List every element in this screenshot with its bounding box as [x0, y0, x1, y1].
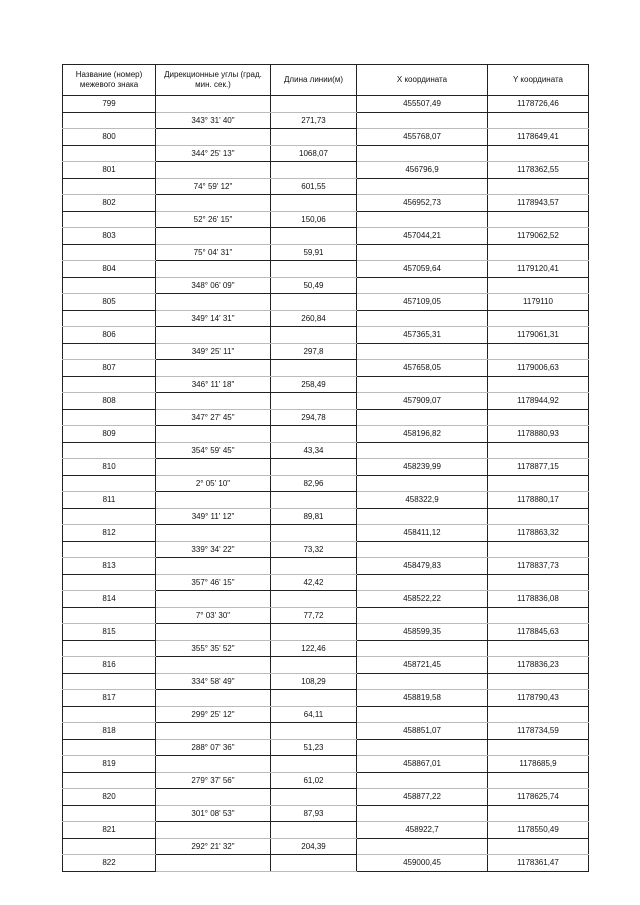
empty-cell [271, 294, 357, 311]
direction-angle-cell: 349° 25' 11" [156, 343, 271, 360]
empty-cell [271, 228, 357, 245]
table-row-segment [63, 739, 589, 756]
direction-angle-cell: 301° 08' 53" [156, 805, 271, 822]
table-row-point [63, 591, 589, 608]
empty-cell [156, 525, 271, 542]
x-coordinate-cell: 455768,07 [357, 129, 488, 146]
empty-cell [357, 310, 488, 327]
point-name-cell: 812 [63, 525, 156, 542]
line-length-cell: 122,46 [271, 640, 357, 657]
empty-cell [271, 195, 357, 212]
empty-cell [63, 772, 156, 789]
table-row-segment [63, 838, 589, 855]
y-coordinate-cell: 1179061,31 [488, 327, 589, 344]
empty-cell [156, 393, 271, 410]
x-coordinate-cell: 456796,9 [357, 162, 488, 179]
point-name-cell: 808 [63, 393, 156, 410]
y-coordinate-cell: 1178649,41 [488, 129, 589, 146]
table-row-point [63, 459, 589, 476]
empty-cell [488, 541, 589, 558]
x-coordinate-cell: 458322,9 [357, 492, 488, 509]
table-row-point [63, 426, 589, 443]
empty-cell [488, 640, 589, 657]
direction-angle-cell: 2° 05' 10" [156, 475, 271, 492]
table-row-segment [63, 244, 589, 261]
direction-angle-cell: 354° 59' 45" [156, 442, 271, 459]
empty-cell [357, 475, 488, 492]
table-row-segment [63, 574, 589, 591]
empty-cell [156, 294, 271, 311]
empty-cell [488, 310, 589, 327]
empty-cell [488, 211, 589, 228]
point-name-cell: 810 [63, 459, 156, 476]
empty-cell [488, 838, 589, 855]
empty-cell [156, 426, 271, 443]
point-name-cell: 816 [63, 657, 156, 674]
empty-cell [271, 360, 357, 377]
y-coordinate-cell: 1179120,41 [488, 261, 589, 278]
point-name-cell: 813 [63, 558, 156, 575]
table-row-segment [63, 112, 589, 129]
y-coordinate-cell: 1178880,17 [488, 492, 589, 509]
table-row-segment [63, 343, 589, 360]
empty-cell [63, 706, 156, 723]
empty-cell [271, 426, 357, 443]
empty-cell [63, 475, 156, 492]
line-length-cell: 64,11 [271, 706, 357, 723]
empty-cell [488, 673, 589, 690]
coordinates-sheet [62, 64, 588, 868]
table-row-segment [63, 178, 589, 195]
table-row-segment [63, 607, 589, 624]
empty-cell [156, 360, 271, 377]
table-row-point [63, 261, 589, 278]
x-coordinate-cell: 457365,31 [357, 327, 488, 344]
x-coordinate-cell: 459000,45 [357, 855, 488, 872]
empty-cell [488, 607, 589, 624]
empty-cell [156, 195, 271, 212]
x-coordinate-cell: 457059,64 [357, 261, 488, 278]
table-row-point [63, 855, 589, 872]
direction-angle-cell: 349° 11' 12" [156, 508, 271, 525]
empty-cell [63, 673, 156, 690]
table-row-segment [63, 145, 589, 162]
empty-cell [488, 574, 589, 591]
empty-cell [271, 129, 357, 146]
empty-cell [271, 96, 357, 113]
empty-cell [63, 442, 156, 459]
direction-angle-cell: 357° 46' 15" [156, 574, 271, 591]
line-length-cell: 297,8 [271, 343, 357, 360]
y-coordinate-cell: 1178836,08 [488, 591, 589, 608]
point-name-cell: 806 [63, 327, 156, 344]
empty-cell [488, 706, 589, 723]
y-coordinate-cell: 1179110 [488, 294, 589, 311]
empty-cell [63, 145, 156, 162]
point-name-cell: 814 [63, 591, 156, 608]
line-length-cell: 61,02 [271, 772, 357, 789]
table-row-segment [63, 211, 589, 228]
line-length-cell: 108,29 [271, 673, 357, 690]
y-coordinate-cell: 1178685,9 [488, 756, 589, 773]
empty-cell [271, 525, 357, 542]
empty-cell [156, 855, 271, 872]
header-length: Длина линии(м) [271, 65, 357, 96]
empty-cell [357, 277, 488, 294]
table-row-point [63, 360, 589, 377]
direction-angle-cell: 346° 11' 18" [156, 376, 271, 393]
y-coordinate-cell: 1178877,15 [488, 459, 589, 476]
empty-cell [271, 789, 357, 806]
table-row-segment [63, 673, 589, 690]
table-row-point [63, 327, 589, 344]
point-name-cell: 818 [63, 723, 156, 740]
empty-cell [357, 376, 488, 393]
empty-cell [156, 228, 271, 245]
empty-cell [357, 409, 488, 426]
empty-cell [63, 574, 156, 591]
empty-cell [271, 822, 357, 839]
empty-cell [63, 343, 156, 360]
empty-cell [63, 805, 156, 822]
point-name-cell: 817 [63, 690, 156, 707]
line-length-cell: 89,81 [271, 508, 357, 525]
x-coordinate-cell: 458411,12 [357, 525, 488, 542]
x-coordinate-cell: 458819,58 [357, 690, 488, 707]
empty-cell [357, 673, 488, 690]
empty-cell [357, 343, 488, 360]
y-coordinate-cell: 1178625,74 [488, 789, 589, 806]
table-row-segment [63, 475, 589, 492]
table-row-point [63, 657, 589, 674]
y-coordinate-cell: 1178726,46 [488, 96, 589, 113]
y-coordinate-cell: 1179062,52 [488, 228, 589, 245]
header-x: X координата [357, 65, 488, 96]
empty-cell [156, 162, 271, 179]
x-coordinate-cell: 455507,49 [357, 96, 488, 113]
empty-cell [357, 838, 488, 855]
table-row-point [63, 195, 589, 212]
empty-cell [63, 178, 156, 195]
table-row-point [63, 393, 589, 410]
empty-cell [488, 244, 589, 261]
header-y: Y координата [488, 65, 589, 96]
table-row-point [63, 129, 589, 146]
point-name-cell: 803 [63, 228, 156, 245]
empty-cell [63, 541, 156, 558]
table-header [63, 65, 589, 96]
empty-cell [271, 657, 357, 674]
x-coordinate-cell: 458877,22 [357, 789, 488, 806]
empty-cell [357, 772, 488, 789]
empty-cell [156, 789, 271, 806]
y-coordinate-cell: 1178943,57 [488, 195, 589, 212]
empty-cell [357, 244, 488, 261]
point-name-cell: 799 [63, 96, 156, 113]
point-name-cell: 804 [63, 261, 156, 278]
empty-cell [357, 145, 488, 162]
x-coordinate-cell: 458851,07 [357, 723, 488, 740]
x-coordinate-cell: 458922,7 [357, 822, 488, 839]
y-coordinate-cell: 1178880,93 [488, 426, 589, 443]
header-angle: Дирекционные углы (град. мин. сек.) [156, 65, 271, 96]
empty-cell [156, 261, 271, 278]
table-body [63, 96, 589, 872]
y-coordinate-cell: 1178863,32 [488, 525, 589, 542]
empty-cell [488, 178, 589, 195]
empty-cell [156, 624, 271, 641]
line-length-cell: 59,91 [271, 244, 357, 261]
line-length-cell: 1068,07 [271, 145, 357, 162]
y-coordinate-cell: 1178734,59 [488, 723, 589, 740]
direction-angle-cell: 348° 06' 09" [156, 277, 271, 294]
empty-cell [488, 409, 589, 426]
empty-cell [156, 459, 271, 476]
direction-angle-cell: 52° 26' 15" [156, 211, 271, 228]
empty-cell [156, 591, 271, 608]
empty-cell [63, 244, 156, 261]
y-coordinate-cell: 1178790,43 [488, 690, 589, 707]
empty-cell [271, 624, 357, 641]
empty-cell [357, 739, 488, 756]
line-length-cell: 43,34 [271, 442, 357, 459]
line-length-cell: 42,42 [271, 574, 357, 591]
table-row-point [63, 822, 589, 839]
line-length-cell: 204,39 [271, 838, 357, 855]
direction-angle-cell: 349° 14' 31" [156, 310, 271, 327]
empty-cell [63, 310, 156, 327]
table-row-point [63, 789, 589, 806]
table-row-point [63, 690, 589, 707]
table-row-point [63, 558, 589, 575]
empty-cell [156, 756, 271, 773]
x-coordinate-cell: 458239,99 [357, 459, 488, 476]
empty-cell [488, 343, 589, 360]
y-coordinate-cell: 1178550,49 [488, 822, 589, 839]
point-name-cell: 801 [63, 162, 156, 179]
empty-cell [357, 112, 488, 129]
point-name-cell: 819 [63, 756, 156, 773]
direction-angle-cell: 299° 25' 12" [156, 706, 271, 723]
line-length-cell: 73,32 [271, 541, 357, 558]
empty-cell [63, 838, 156, 855]
x-coordinate-cell: 456952,73 [357, 195, 488, 212]
line-length-cell: 82,96 [271, 475, 357, 492]
x-coordinate-cell: 458867,01 [357, 756, 488, 773]
empty-cell [271, 723, 357, 740]
table-row-segment [63, 376, 589, 393]
direction-angle-cell: 347° 27' 45" [156, 409, 271, 426]
direction-angle-cell: 344° 25' 13" [156, 145, 271, 162]
empty-cell [357, 178, 488, 195]
line-length-cell: 258,49 [271, 376, 357, 393]
empty-cell [488, 475, 589, 492]
empty-cell [488, 739, 589, 756]
table-row-segment [63, 409, 589, 426]
table-row-segment [63, 706, 589, 723]
point-name-cell: 811 [63, 492, 156, 509]
empty-cell [63, 376, 156, 393]
x-coordinate-cell: 457044,21 [357, 228, 488, 245]
empty-cell [63, 277, 156, 294]
line-length-cell: 271,73 [271, 112, 357, 129]
empty-cell [271, 591, 357, 608]
direction-angle-cell: 288° 07' 36" [156, 739, 271, 756]
table-row-segment [63, 310, 589, 327]
empty-cell [271, 855, 357, 872]
point-name-cell: 815 [63, 624, 156, 641]
table-row-point [63, 228, 589, 245]
empty-cell [63, 607, 156, 624]
table-row-point [63, 294, 589, 311]
x-coordinate-cell: 457909,07 [357, 393, 488, 410]
y-coordinate-cell: 1178944,92 [488, 393, 589, 410]
empty-cell [488, 772, 589, 789]
y-coordinate-cell: 1179006,63 [488, 360, 589, 377]
empty-cell [63, 112, 156, 129]
point-name-cell: 821 [63, 822, 156, 839]
empty-cell [357, 805, 488, 822]
direction-angle-cell: 75° 04' 31" [156, 244, 271, 261]
direction-angle-cell: 334° 58' 49" [156, 673, 271, 690]
empty-cell [271, 492, 357, 509]
boundary-coordinates-table [62, 64, 589, 872]
empty-cell [156, 558, 271, 575]
table-row-point [63, 492, 589, 509]
y-coordinate-cell: 1178836,23 [488, 657, 589, 674]
x-coordinate-cell: 458721,45 [357, 657, 488, 674]
direction-angle-cell: 279° 37' 56" [156, 772, 271, 789]
table-row-point [63, 624, 589, 641]
direction-angle-cell: 74° 59' 12" [156, 178, 271, 195]
empty-cell [156, 327, 271, 344]
empty-cell [488, 145, 589, 162]
empty-cell [271, 327, 357, 344]
point-name-cell: 820 [63, 789, 156, 806]
line-length-cell: 77,72 [271, 607, 357, 624]
table-row-segment [63, 442, 589, 459]
table-row-segment [63, 805, 589, 822]
x-coordinate-cell: 457109,05 [357, 294, 488, 311]
x-coordinate-cell: 458599,35 [357, 624, 488, 641]
direction-angle-cell: 339° 34' 22" [156, 541, 271, 558]
empty-cell [357, 607, 488, 624]
table-row-segment [63, 541, 589, 558]
direction-angle-cell: 355° 35' 52" [156, 640, 271, 657]
empty-cell [156, 657, 271, 674]
y-coordinate-cell: 1178361,47 [488, 855, 589, 872]
point-name-cell: 807 [63, 360, 156, 377]
direction-angle-cell: 343° 31' 40" [156, 112, 271, 129]
header-name: Название (номер) межевого знака [63, 65, 156, 96]
table-row-point [63, 525, 589, 542]
empty-cell [63, 409, 156, 426]
x-coordinate-cell: 458522,22 [357, 591, 488, 608]
x-coordinate-cell: 458196,82 [357, 426, 488, 443]
point-name-cell: 800 [63, 129, 156, 146]
line-length-cell: 294,78 [271, 409, 357, 426]
table-row-point [63, 756, 589, 773]
table-row-point [63, 723, 589, 740]
table-row-point [63, 162, 589, 179]
empty-cell [488, 508, 589, 525]
empty-cell [156, 690, 271, 707]
line-length-cell: 150,06 [271, 211, 357, 228]
direction-angle-cell: 7° 03' 30" [156, 607, 271, 624]
empty-cell [357, 541, 488, 558]
x-coordinate-cell: 457658,05 [357, 360, 488, 377]
line-length-cell: 51,23 [271, 739, 357, 756]
line-length-cell: 50,49 [271, 277, 357, 294]
empty-cell [488, 277, 589, 294]
empty-cell [156, 822, 271, 839]
y-coordinate-cell: 1178362,55 [488, 162, 589, 179]
y-coordinate-cell: 1178845,63 [488, 624, 589, 641]
empty-cell [271, 690, 357, 707]
line-length-cell: 260,84 [271, 310, 357, 327]
empty-cell [271, 261, 357, 278]
empty-cell [357, 640, 488, 657]
table-row-segment [63, 508, 589, 525]
empty-cell [488, 442, 589, 459]
empty-cell [488, 805, 589, 822]
table-row-segment [63, 640, 589, 657]
empty-cell [156, 723, 271, 740]
empty-cell [63, 508, 156, 525]
point-name-cell: 802 [63, 195, 156, 212]
line-length-cell: 601,55 [271, 178, 357, 195]
table-row-segment [63, 772, 589, 789]
empty-cell [271, 756, 357, 773]
empty-cell [63, 640, 156, 657]
point-name-cell: 809 [63, 426, 156, 443]
table-row-point [63, 96, 589, 113]
empty-cell [357, 574, 488, 591]
direction-angle-cell: 292° 21' 32" [156, 838, 271, 855]
empty-cell [357, 442, 488, 459]
line-length-cell: 87,93 [271, 805, 357, 822]
y-coordinate-cell: 1178837,73 [488, 558, 589, 575]
empty-cell [271, 459, 357, 476]
empty-cell [271, 393, 357, 410]
empty-cell [488, 376, 589, 393]
empty-cell [271, 162, 357, 179]
empty-cell [357, 706, 488, 723]
x-coordinate-cell: 458479,83 [357, 558, 488, 575]
table-row-segment [63, 277, 589, 294]
point-name-cell: 822 [63, 855, 156, 872]
point-name-cell: 805 [63, 294, 156, 311]
empty-cell [63, 739, 156, 756]
empty-cell [488, 112, 589, 129]
empty-cell [63, 211, 156, 228]
empty-cell [156, 96, 271, 113]
empty-cell [156, 492, 271, 509]
empty-cell [271, 558, 357, 575]
empty-cell [156, 129, 271, 146]
empty-cell [357, 211, 488, 228]
empty-cell [357, 508, 488, 525]
